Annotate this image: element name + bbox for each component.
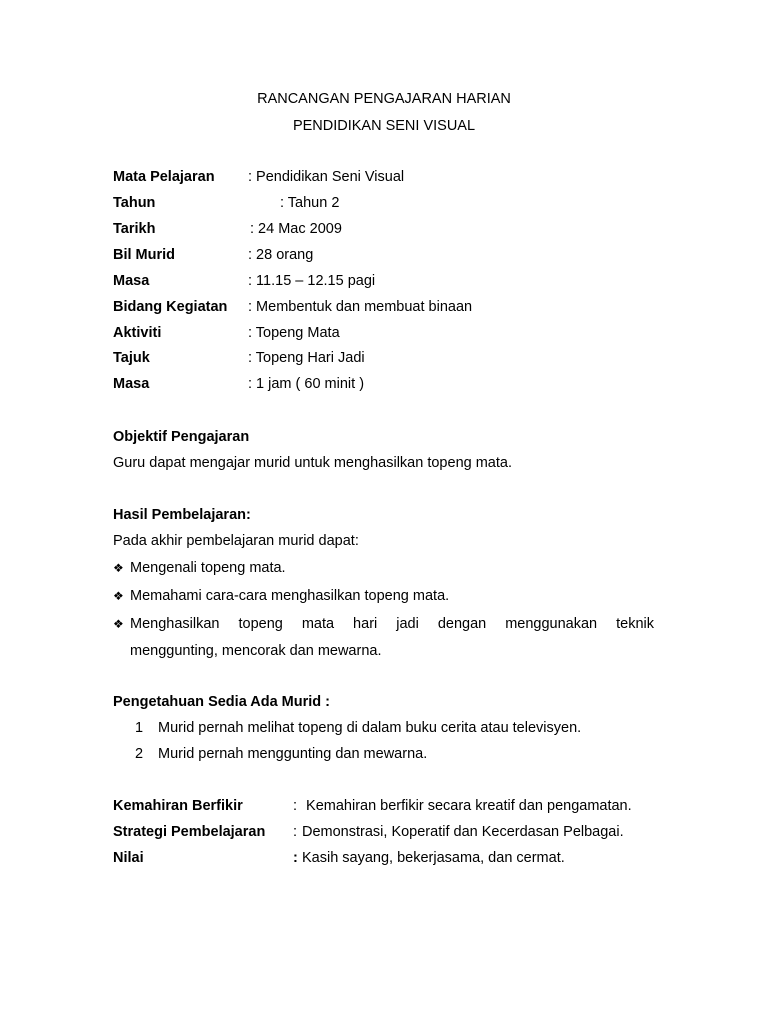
info-value: : 1 jam ( 60 minit )	[248, 376, 365, 392]
info-label: Mata Pelajaran	[113, 169, 215, 185]
document-subtitle: PENDIDIKAN SENI VISUAL	[292, 118, 476, 134]
info-label: Tajuk	[113, 350, 150, 366]
info-label: Kemahiran Berfikir	[113, 798, 243, 814]
list-number: 1	[135, 720, 144, 736]
list-item	[113, 614, 130, 634]
info-colon: :	[293, 850, 298, 866]
hasil-intro: Pada akhir pembelajaran murid dapat:	[113, 533, 359, 549]
info-value: : Membentuk dan membuat binaan	[248, 299, 473, 315]
list-item-text-continuation: menggunting, mencorak dan mewarna.	[130, 643, 382, 659]
list-item-text: Menghasilkan topeng mata hari jadi dengan menggunakan teknik	[130, 616, 654, 632]
diamond-bullet-icon: ❖	[113, 617, 124, 631]
info-colon: :	[293, 798, 298, 814]
info-value: : Topeng Hari Jadi	[248, 350, 365, 366]
document-title: RANCANGAN PENGAJARAN HARIAN	[257, 91, 511, 107]
list-item	[113, 558, 286, 578]
list-item-text: Memahami cara-cara menghasilkan topeng mata.	[130, 588, 450, 604]
pengetahuan-heading: Pengetahuan Sedia Ada Murid :	[113, 694, 330, 710]
list-number: 2	[135, 746, 144, 762]
info-label: Tarikh	[113, 221, 156, 237]
info-value: Kasih sayang, bekerjasama, dan cermat.	[302, 850, 565, 866]
objektif-text: Guru dapat mengajar murid untuk menghasilkan topeng mata.	[113, 455, 512, 471]
info-label: Strategi Pembelajaran	[113, 824, 266, 840]
info-value: : 11.15 – 12.15 pagi	[248, 273, 376, 289]
info-label: Aktiviti	[113, 325, 162, 341]
info-value: : Pendidikan Seni Visual	[248, 169, 405, 185]
info-label: Bidang Kegiatan	[113, 299, 228, 315]
info-value: Demonstrasi, Koperatif dan Kecerdasan Pelbagai.	[302, 824, 624, 840]
info-value: : Tahun 2	[280, 195, 340, 211]
info-label: Bil Murid	[113, 247, 176, 263]
info-label: Masa	[113, 273, 150, 289]
list-item-text: Murid pernah menggunting dan mewarna.	[158, 746, 428, 762]
list-item-text: Murid pernah melihat topeng di dalam buku cerita atau televisyen.	[158, 720, 582, 736]
objektif-heading: Objektif Pengajaran	[113, 429, 250, 445]
hasil-heading: Hasil Pembelajaran:	[113, 507, 251, 523]
info-label: Masa	[113, 376, 150, 392]
info-value: : Topeng Mata	[248, 325, 340, 341]
list-item	[113, 586, 449, 606]
info-value: : 24 Mac 2009	[250, 221, 342, 237]
info-label: Tahun	[113, 195, 156, 211]
info-value: Kemahiran berfikir secara kreatif dan pengamatan.	[302, 798, 632, 814]
info-colon: :	[293, 824, 298, 840]
diamond-bullet-icon: ❖	[113, 589, 124, 603]
info-value: : 28 orang	[248, 247, 314, 263]
info-label: Nilai	[113, 850, 144, 866]
list-item-text: Mengenali topeng mata.	[130, 560, 286, 576]
diamond-bullet-icon: ❖	[113, 561, 124, 575]
